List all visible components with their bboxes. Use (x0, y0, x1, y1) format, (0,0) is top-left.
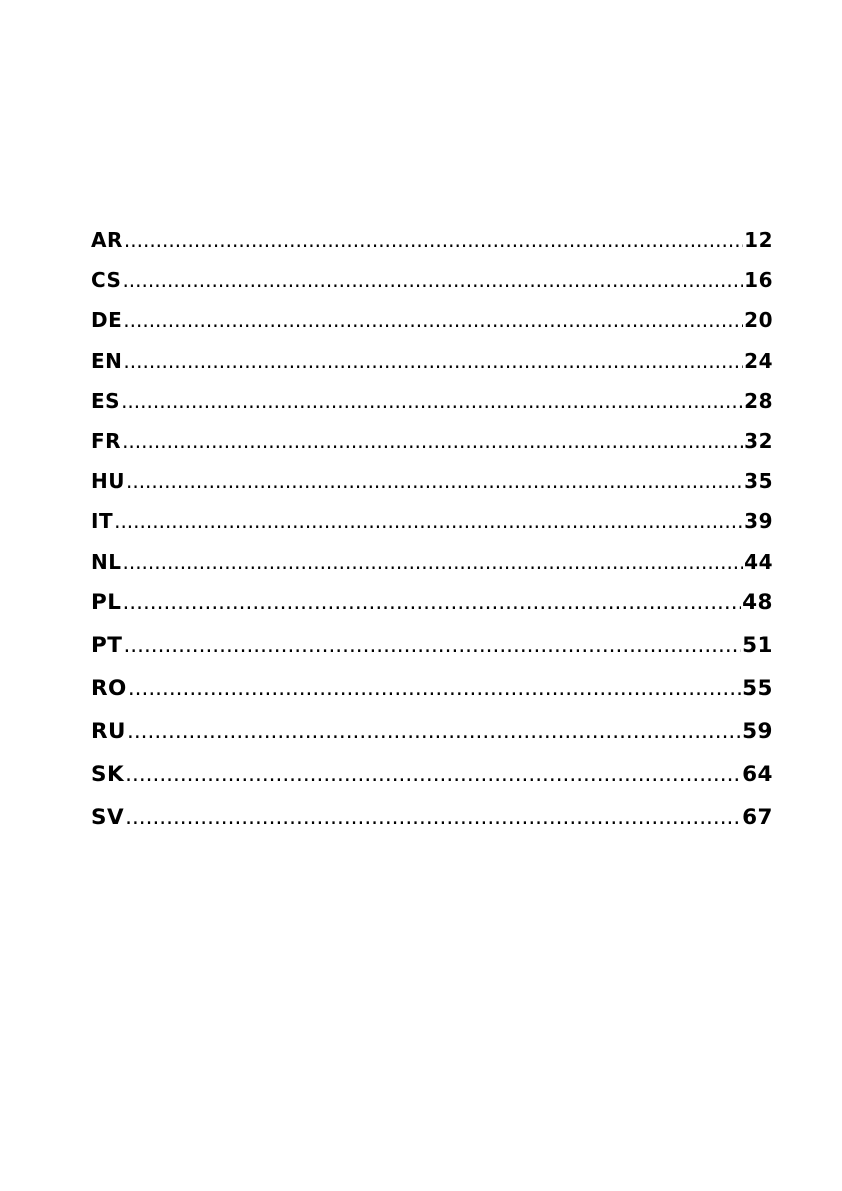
toc-dot-leader (127, 719, 741, 744)
toc-entry-de[interactable] (91, 308, 773, 348)
toc-dot-leader (122, 590, 741, 615)
toc-language-code: FR (91, 428, 122, 453)
toc-entry-cs[interactable] (91, 268, 773, 308)
toc-dot-leader (128, 676, 741, 701)
toc-dot-leader (123, 633, 741, 658)
toc-entry-hu[interactable] (91, 469, 773, 509)
toc-page-number: 51 (742, 632, 773, 658)
toc-language-code: RO (91, 675, 127, 701)
toc-page-number: 16 (744, 268, 773, 293)
toc-page-number: 12 (744, 228, 773, 252)
toc-dot-leader (126, 469, 743, 493)
toc-page-number: 20 (744, 308, 773, 333)
toc-language-code: PL (91, 589, 122, 615)
toc-page-number: 55 (742, 675, 773, 701)
toc-dot-leader (123, 308, 743, 332)
toc-dot-leader (125, 762, 741, 787)
toc-dot-leader (114, 509, 743, 533)
table-of-contents (91, 228, 773, 848)
toc-dot-leader (124, 228, 743, 252)
toc-entry-en[interactable] (91, 349, 773, 389)
toc-language-code: DE (91, 308, 123, 333)
toc-page-number: 59 (742, 718, 773, 744)
toc-page-number: 32 (744, 428, 773, 453)
toc-entry-ar[interactable] (91, 228, 773, 268)
toc-page-number: 44 (744, 549, 773, 574)
toc-dot-leader (125, 805, 741, 830)
toc-dot-leader (122, 429, 743, 453)
toc-language-code: PT (91, 632, 123, 658)
toc-language-code: AR (91, 228, 123, 252)
toc-entry-sv[interactable] (91, 805, 773, 848)
toc-entry-pt[interactable] (91, 633, 773, 676)
toc-entry-pl[interactable] (91, 590, 773, 633)
toc-dot-leader (121, 389, 743, 413)
toc-dot-leader (123, 349, 743, 373)
toc-page-number: 28 (744, 388, 773, 413)
toc-language-code: ES (91, 388, 121, 413)
toc-language-code: IT (91, 509, 114, 534)
toc-language-code: EN (91, 348, 123, 373)
toc-entry-sk[interactable] (91, 762, 773, 805)
toc-entry-es[interactable] (91, 389, 773, 429)
toc-page-number: 24 (744, 348, 773, 373)
toc-page-number: 35 (744, 469, 773, 494)
toc-dot-leader (122, 268, 743, 292)
toc-entry-ru[interactable] (91, 719, 773, 762)
toc-language-code: CS (91, 268, 122, 293)
toc-dot-leader (122, 550, 743, 574)
toc-entry-ro[interactable] (91, 676, 773, 719)
toc-language-code: SV (91, 804, 125, 830)
toc-entry-it[interactable] (91, 509, 773, 549)
toc-page-number: 67 (742, 804, 773, 830)
toc-language-code: NL (91, 549, 122, 574)
toc-language-code: RU (91, 718, 127, 744)
toc-page-number: 48 (742, 589, 773, 615)
toc-language-code: HU (91, 469, 125, 494)
toc-entry-fr[interactable] (91, 429, 773, 469)
toc-page-number: 64 (742, 761, 773, 787)
toc-language-code: SK (91, 761, 125, 787)
toc-page-number: 39 (744, 509, 773, 534)
toc-entry-nl[interactable] (91, 550, 773, 590)
